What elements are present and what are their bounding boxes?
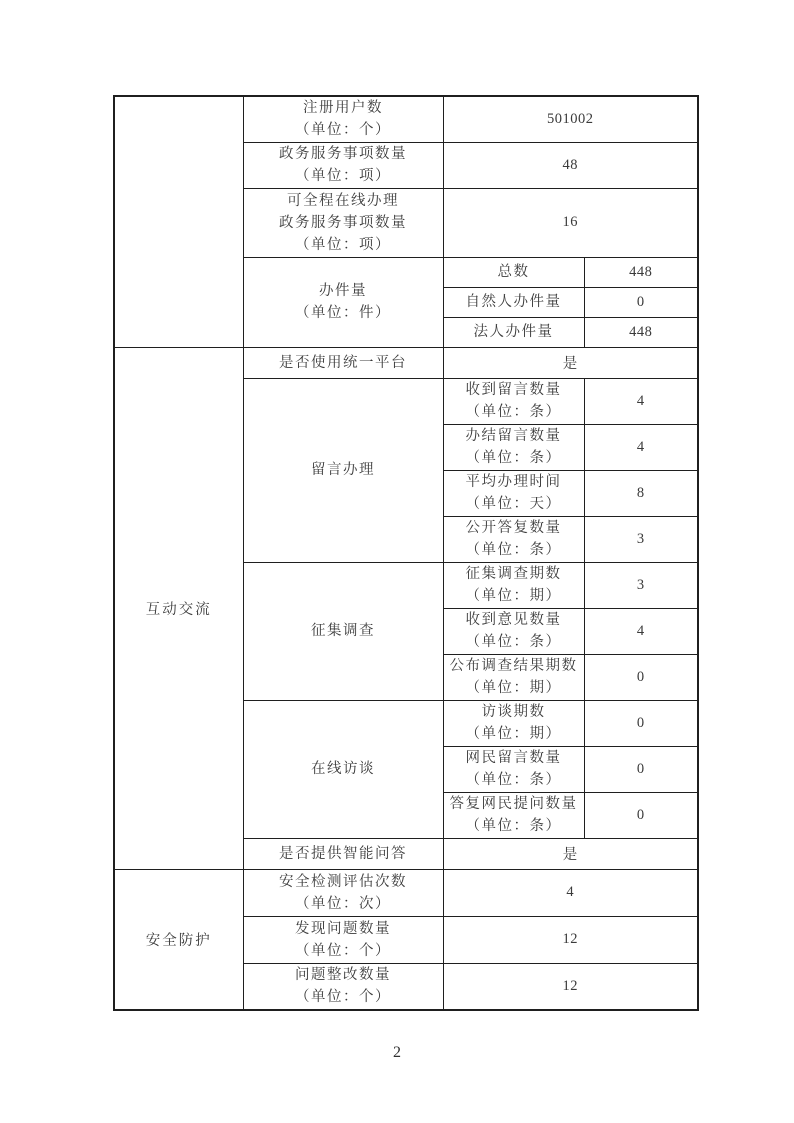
- value-cell-results-published: 0: [584, 654, 698, 700]
- label-line: 访谈期数: [481, 704, 546, 720]
- value-cell-opinions-received: 4: [584, 608, 698, 654]
- label-line: 征集调查: [311, 623, 375, 639]
- sublabel-cell-questions-answered: [443, 792, 584, 838]
- label-line: 留言办理: [311, 462, 375, 478]
- label-cell-message-handling: [243, 378, 443, 562]
- label-cell-case-volume: [243, 257, 443, 347]
- label-line: 办件量: [319, 283, 367, 299]
- sublabel-cell-opinions-received: [443, 608, 584, 654]
- value-cell-survey-periods: 3: [584, 562, 698, 608]
- label-cell-registered-users: [243, 96, 443, 142]
- value-cell-online-service-items: 16: [443, 188, 698, 257]
- value-cell-interview-periods: 0: [584, 700, 698, 746]
- label-cell-smart-qa: [243, 838, 443, 869]
- sublabel-cell-messages-resolved: [443, 424, 584, 470]
- value-cell-natural-person: 0: [584, 287, 698, 317]
- table-row: [114, 96, 698, 142]
- label-line: （单位：条）: [465, 634, 562, 650]
- label-line: （单位：条）: [465, 450, 562, 466]
- label-line: 收到意见数量: [465, 612, 562, 628]
- label-line: 公布调查结果期数: [449, 658, 578, 674]
- label-line: （单位：个）: [295, 989, 391, 1006]
- value-cell-questions-answered: 0: [584, 792, 698, 838]
- label-cell-service-items: [243, 142, 443, 188]
- value-cell-netizen-messages: 0: [584, 746, 698, 792]
- label-line: （单位：期）: [465, 680, 562, 696]
- label-line: （单位：件）: [295, 305, 391, 321]
- label-cell-online-service-items: [243, 188, 443, 257]
- label-line: 网民留言数量: [465, 750, 562, 766]
- sublabel-cell-natural-person: [443, 287, 584, 317]
- category-cell-blank: [114, 96, 243, 347]
- label-line: （单位：项）: [295, 236, 391, 253]
- label-line: 法人办件量: [473, 324, 554, 340]
- value-cell-unified-platform: 是: [443, 347, 698, 378]
- value-cell-problems-found: 12: [443, 916, 698, 963]
- label-line: （单位：项）: [295, 168, 391, 184]
- sublabel-cell-results-published: [443, 654, 584, 700]
- label-line: 办结留言数量: [465, 428, 562, 444]
- sublabel-cell-legal-person: [443, 317, 584, 347]
- sublabel-cell-survey-periods: [443, 562, 584, 608]
- value-cell-messages-resolved: 4: [584, 424, 698, 470]
- label-line: 可全程在线办理: [287, 192, 399, 209]
- label-line: 公开答复数量: [465, 520, 562, 536]
- label-cell-survey: [243, 562, 443, 700]
- label-line: 问题整改数量: [295, 967, 391, 984]
- category-cell-security: 安全防护: [114, 869, 243, 1010]
- label-line: 是否提供智能问答: [279, 845, 407, 862]
- label-line: （单位：个）: [295, 942, 391, 959]
- label-line: （单位：条）: [465, 542, 562, 558]
- sublabel-cell-public-replies: [443, 516, 584, 562]
- label-cell-security-assessments: [243, 869, 443, 916]
- table-row: [114, 869, 698, 916]
- value-cell-avg-handling-time: 8: [584, 470, 698, 516]
- label-line: （单位：条）: [465, 818, 562, 834]
- label-line: 注册用户数: [303, 100, 383, 117]
- label-line: （单位：个）: [295, 122, 391, 139]
- table-row: [114, 347, 698, 378]
- sublabel-cell-netizen-messages: [443, 746, 584, 792]
- label-line: 征集调查期数: [465, 566, 562, 582]
- value-cell-legal-person: 448: [584, 317, 698, 347]
- label-line: （单位：条）: [465, 404, 562, 420]
- sublabel-cell-interview-periods: [443, 700, 584, 746]
- label-cell-unified-platform: [243, 347, 443, 378]
- label-line: 平均办理时间: [465, 474, 562, 490]
- label-cell-problems-found: [243, 916, 443, 963]
- sublabel-cell-total: [443, 257, 584, 287]
- label-line: 政务服务事项数量: [279, 146, 407, 162]
- report-table: [113, 95, 699, 1011]
- label-line: （单位：天）: [465, 496, 562, 512]
- value-cell-security-assessments: 4: [443, 869, 698, 916]
- label-line: 总数: [497, 264, 530, 280]
- value-cell-registered-users: 501002: [443, 96, 698, 142]
- label-line: 在线访谈: [311, 761, 375, 777]
- label-line: 安全检测评估次数: [279, 873, 407, 890]
- label-line: 发现问题数量: [295, 920, 391, 937]
- value-cell-problems-fixed: 12: [443, 963, 698, 1010]
- value-cell-smart-qa: 是: [443, 838, 698, 869]
- label-line: （单位：条）: [465, 772, 562, 788]
- label-cell-problems-fixed: [243, 963, 443, 1010]
- value-cell-service-items: 48: [443, 142, 698, 188]
- label-line: （单位：次）: [295, 895, 391, 912]
- value-cell-total: 448: [584, 257, 698, 287]
- page-number: 2: [393, 1044, 401, 1061]
- label-line: 是否使用统一平台: [279, 354, 407, 371]
- label-line: 答复网民提问数量: [449, 796, 578, 812]
- label-cell-online-interview: [243, 700, 443, 838]
- sublabel-cell-avg-handling-time: [443, 470, 584, 516]
- label-line: 政务服务事项数量: [279, 214, 407, 231]
- category-cell-interaction: 互动交流: [114, 347, 243, 869]
- label-line: （单位：期）: [465, 588, 562, 604]
- label-line: 收到留言数量: [465, 382, 562, 398]
- label-line: 自然人办件量: [465, 294, 562, 310]
- value-cell-messages-received: 4: [584, 378, 698, 424]
- sublabel-cell-messages-received: [443, 378, 584, 424]
- label-line: （单位：期）: [465, 726, 562, 742]
- value-cell-public-replies: 3: [584, 516, 698, 562]
